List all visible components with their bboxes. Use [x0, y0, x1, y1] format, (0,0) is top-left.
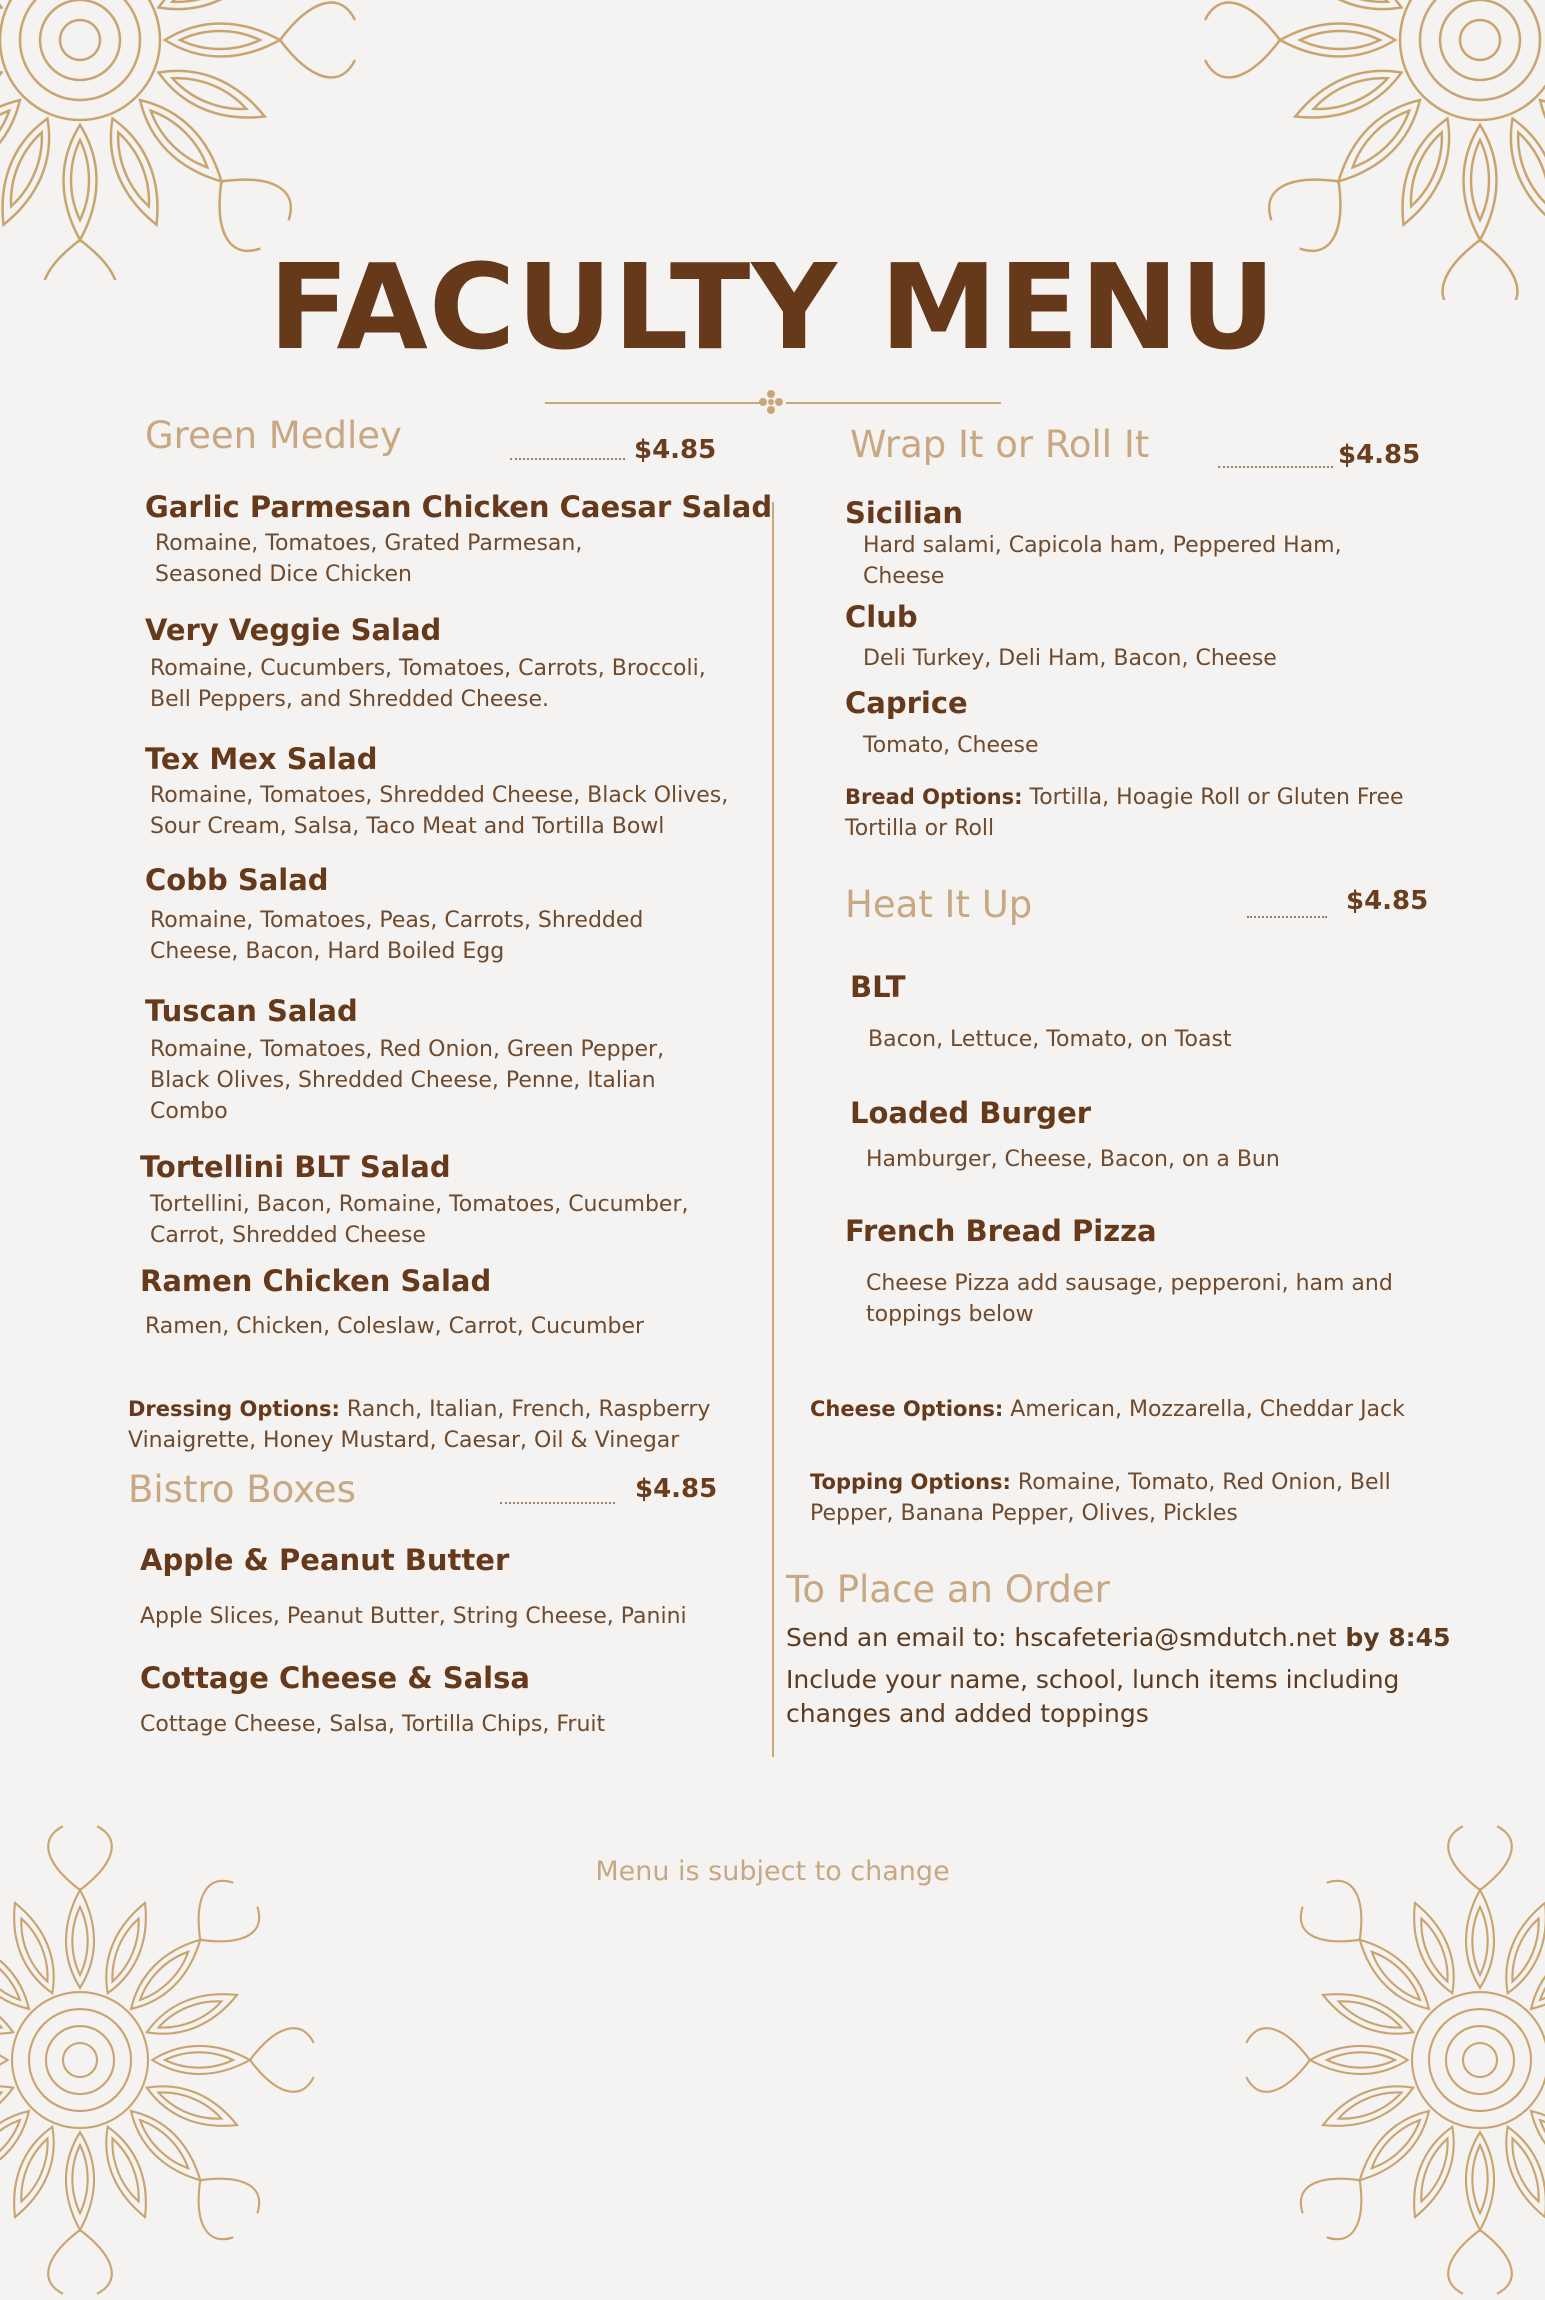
section-place-order: To Place an Order — [786, 1568, 1110, 1611]
footer-note: Menu is subject to change — [595, 1856, 950, 1887]
item-tuscan: Tuscan Salad — [145, 994, 358, 1028]
dressing-options: Dressing Options: Ranch, Italian, French, Raspberry Vinaigrette, Honey Mustard, Caesar, Oil & Vinegar — [128, 1397, 711, 1453]
price-wrap: $4.85 — [1338, 440, 1421, 470]
item-cottage-cheese: Cottage Cheese & Salsa — [140, 1661, 530, 1695]
price-green-medley: $4.85 — [634, 435, 717, 465]
item-tortellini: Tortellini BLT Salad — [140, 1150, 451, 1184]
section-green-medley: Green Medley — [145, 414, 402, 457]
price-leader — [500, 1502, 615, 1504]
item-desc: Cottage Cheese, Salsa, Tortilla Chips, Fruit — [140, 1712, 606, 1737]
column-divider — [772, 502, 774, 1757]
title-divider-right — [786, 402, 1001, 404]
item-desc: Apple Slices, Peanut Butter, String Cheese, Panini — [140, 1604, 687, 1629]
item-ramen: Ramen Chicken Salad — [140, 1264, 492, 1298]
item-desc: Bacon, Lettuce, Tomato, on Toast — [868, 1027, 1232, 1052]
item-french-bread-pizza: French Bread Pizza — [845, 1214, 1157, 1248]
item-garlic-parmesan: Garlic Parmesan Chicken Caesar Salad — [145, 490, 773, 524]
fleur-divider-icon — [758, 389, 784, 415]
item-cobb: Cobb Salad — [145, 863, 329, 897]
mandala-bottom-right-icon — [1240, 1820, 1545, 2300]
item-blt: BLT — [850, 970, 906, 1004]
bread-options: Bread Options: Tortilla, Hoagie Roll or Gluten Free Tortilla or Roll — [845, 785, 1404, 841]
item-apple-peanut: Apple & Peanut Butter — [140, 1543, 510, 1577]
item-club: Club — [845, 600, 918, 634]
item-desc: Deli Turkey, Deli Ham, Bacon, Cheese — [863, 646, 1277, 671]
item-desc: Romaine, Cucumbers, Tomatoes, Carrots, Broccoli, Bell Peppers, and Shredded Cheese. — [150, 656, 706, 712]
item-desc: Ramen, Chicken, Coleslaw, Carrot, Cucumber — [145, 1314, 645, 1339]
cheese-options: Cheese Options: American, Mozzarella, Cheddar Jack — [810, 1397, 1405, 1422]
price-leader — [510, 458, 625, 460]
price-leader — [1218, 466, 1333, 468]
mandala-bottom-left-icon — [0, 1820, 320, 2300]
title-divider-left — [545, 402, 760, 404]
section-wrap-it: Wrap It or Roll It — [850, 423, 1150, 466]
item-desc: Romaine, Tomatoes, Peas, Carrots, Shredded Cheese, Bacon, Hard Boiled Egg — [150, 908, 644, 964]
item-desc: Romaine, Tomatoes, Shredded Cheese, Black Olives, Sour Cream, Salsa, Taco Meat and Tortilla Bowl — [150, 783, 729, 839]
price-heat: $4.85 — [1346, 886, 1429, 916]
item-desc: Romaine, Tomatoes, Red Onion, Green Pepper, Black Olives, Shredded Cheese, Penne, Italian Combo — [150, 1037, 665, 1124]
page-title: FACULTY MENU — [268, 238, 1277, 376]
item-desc: Tomato, Cheese — [863, 733, 1039, 758]
section-heat-it-up: Heat It Up — [845, 883, 1033, 926]
price-leader — [1247, 916, 1327, 918]
item-sicilian: Sicilian — [845, 496, 964, 530]
item-desc: Hamburger, Cheese, Bacon, on a Bun — [866, 1147, 1280, 1172]
item-desc: Romaine, Tomatoes, Grated Parmesan, Seasoned Dice Chicken — [155, 531, 583, 587]
item-desc: Cheese Pizza add sausage, pepperoni, ham and toppings below — [866, 1271, 1393, 1327]
topping-options: Topping Options: Romaine, Tomato, Red Onion, Bell Pepper, Banana Pepper, Olives, Pickles — [810, 1470, 1391, 1526]
item-desc: Tortellini, Bacon, Romaine, Tomatoes, Cucumber, Carrot, Shredded Cheese — [150, 1192, 689, 1248]
order-instructions: Send an email to: hscafeteria@smdutch.net by 8:45 Include your name, school, lunch items including changes and added toppings — [786, 1623, 1451, 1728]
price-bistro: $4.85 — [635, 1474, 718, 1504]
item-loaded-burger: Loaded Burger — [850, 1096, 1092, 1130]
item-very-veggie: Very Veggie Salad — [145, 613, 442, 647]
item-desc: Hard salami, Capicola ham, Peppered Ham, Cheese — [863, 533, 1342, 589]
item-caprice: Caprice — [845, 686, 968, 720]
item-tex-mex: Tex Mex Salad — [145, 742, 378, 776]
section-bistro-boxes: Bistro Boxes — [128, 1468, 356, 1511]
